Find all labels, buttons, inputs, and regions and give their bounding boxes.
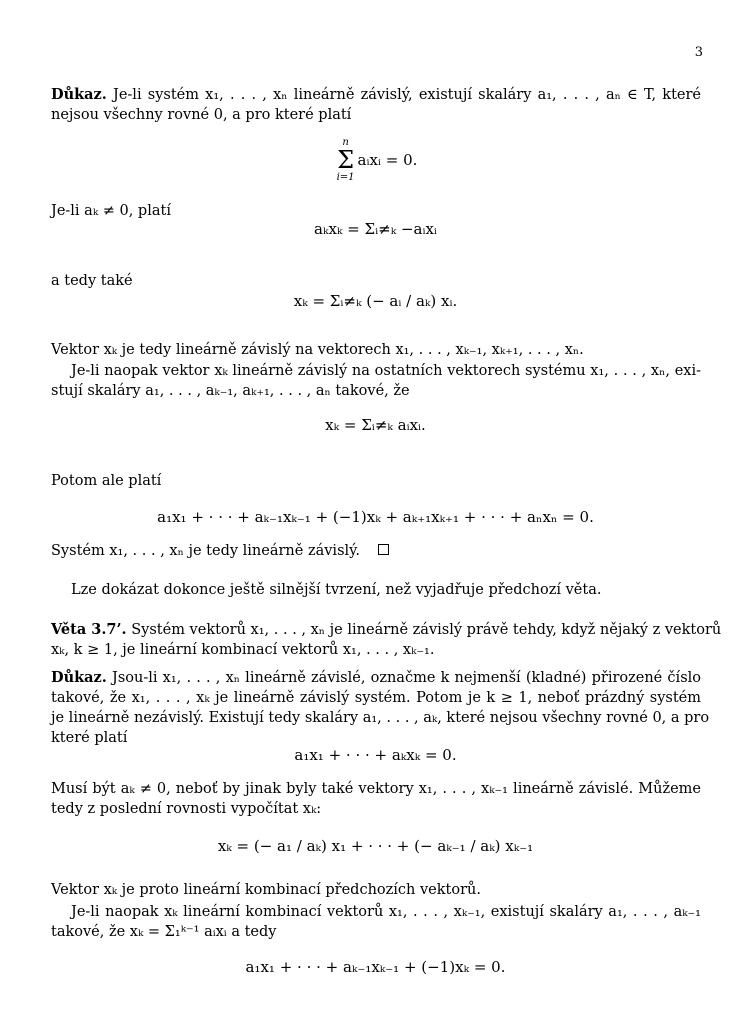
paragraph-line [51, 541, 701, 561]
paragraph-line: Je-li naopak vektor xₖ lineárně závislý na ostatních vektorech systému x₁, . . . , xₙ, exi- [71, 363, 701, 379]
proof-text: Jsou-li x₁, . . . , xₙ lineárně závislé, označme k nejmenší (kladné) přirozené číslo [106, 670, 701, 686]
paragraph-line: tedy z poslední rovnosti vypočítat xₖ: [51, 801, 322, 817]
paragraph-line: Potom ale platí [51, 473, 162, 489]
equation-xk-expansion: xₖ = (− a₁ / aₖ) x₁ + · · · + (− aₖ₋₁ / aₖ) xₖ₋₁ [217, 837, 534, 855]
page-number: 3 [694, 45, 703, 60]
paragraph-line: Vektor xₖ je tedy lineárně závislý na vektorech x₁, . . . , xₖ₋₁, xₖ₊₁, . . . , xₙ. [51, 342, 584, 358]
equation-xk-sum: xₖ = Σᵢ≠ₖ aᵢxᵢ. [325, 416, 426, 434]
equation-combination: a₁x₁ + · · · + aₖ₋₁xₖ₋₁ + (−1)xₖ + aₖ₊₁xₖ₊₁ + · · · + aₙxₙ = 0. [157, 508, 594, 526]
paragraph-line: Lze dokázat dokonce ještě silnější tvrzení, než vyjadřuje předchozí věta. [71, 582, 602, 598]
paragraph-line: Je-li aₖ ≠ 0, platí [51, 203, 171, 219]
proof-paragraph-line: nejsou všechny rovné 0, a pro které platí [51, 107, 352, 123]
theorem-label: Věta 3.7’. [51, 621, 127, 638]
proof-label: Důkaz. [51, 669, 107, 686]
equation-final: a₁x₁ + · · · + aₖ₋₁xₖ₋₁ + (−1)xₖ = 0. [245, 958, 506, 976]
proof-label: Důkaz. [51, 86, 107, 103]
theorem-line [51, 620, 722, 640]
summation-symbol: n Σ i=1 [336, 137, 355, 183]
equation-body: aᵢxᵢ = 0. [357, 151, 418, 169]
proof-paragraph-line: takové, že x₁, . . . , xₖ je lineárně závislý systém. Potom je k ≥ 1, neboť prázdný systém [51, 690, 701, 706]
conclusion-text: Systém x₁, . . . , xₙ je tedy lineárně závislý. [51, 543, 361, 559]
equation-sum-zero [0, 138, 751, 184]
equation-sum-zero-k: a₁x₁ + · · · + aₖxₖ = 0. [294, 746, 457, 764]
paragraph-line: a tedy také [51, 273, 133, 289]
equation-akxk: aₖxₖ = Σᵢ≠ₖ −aᵢxᵢ [314, 220, 437, 238]
paragraph-line: Je-li naopak xₖ lineární kombinací vektorů x₁, . . . , xₖ₋₁, existují skaláry a₁, . . . , aₖ₋₁ [71, 904, 701, 920]
proof-paragraph-line: je lineárně nezávislý. Existují tedy skaláry a₁, . . . , aₖ, které nejsou všechny rovné 0, a pro [51, 710, 710, 726]
theorem-text: Systém vektorů x₁, . . . , xₙ je lineárně závislý právě tehdy, když nějaký z vektorů [126, 622, 722, 638]
theorem-line: xₖ, k ≥ 1, je lineární kombinací vektorů x₁, . . . , xₖ₋₁. [51, 642, 435, 658]
proof-paragraph-line [51, 668, 701, 688]
proof-paragraph-line [51, 85, 701, 105]
paragraph-line: stují skaláry a₁, . . . , aₖ₋₁, aₖ₊₁, . . . , aₙ takové, že [51, 383, 410, 399]
paragraph-line: Vektor xₖ je proto lineární kombinací předchozích vektorů. [51, 882, 481, 898]
proof-text: Je-li systém x₁, . . . , xₙ lineárně závislý, existují skaláry a₁, . . . , aₙ ∈ T, které [106, 87, 701, 103]
paragraph-line: Musí být aₖ ≠ 0, neboť by jinak byly také vektory x₁, . . . , xₖ₋₁ lineárně závislé. Můžeme [51, 781, 701, 797]
qed-icon [378, 544, 389, 555]
paragraph-line: takové, že xₖ = Σ₁ᵏ⁻¹ aᵢxᵢ a tedy [51, 924, 277, 940]
equation-xk: xₖ = Σᵢ≠ₖ (− aᵢ / aₖ) xᵢ. [293, 292, 458, 310]
proof-paragraph-line: které platí [51, 730, 128, 746]
